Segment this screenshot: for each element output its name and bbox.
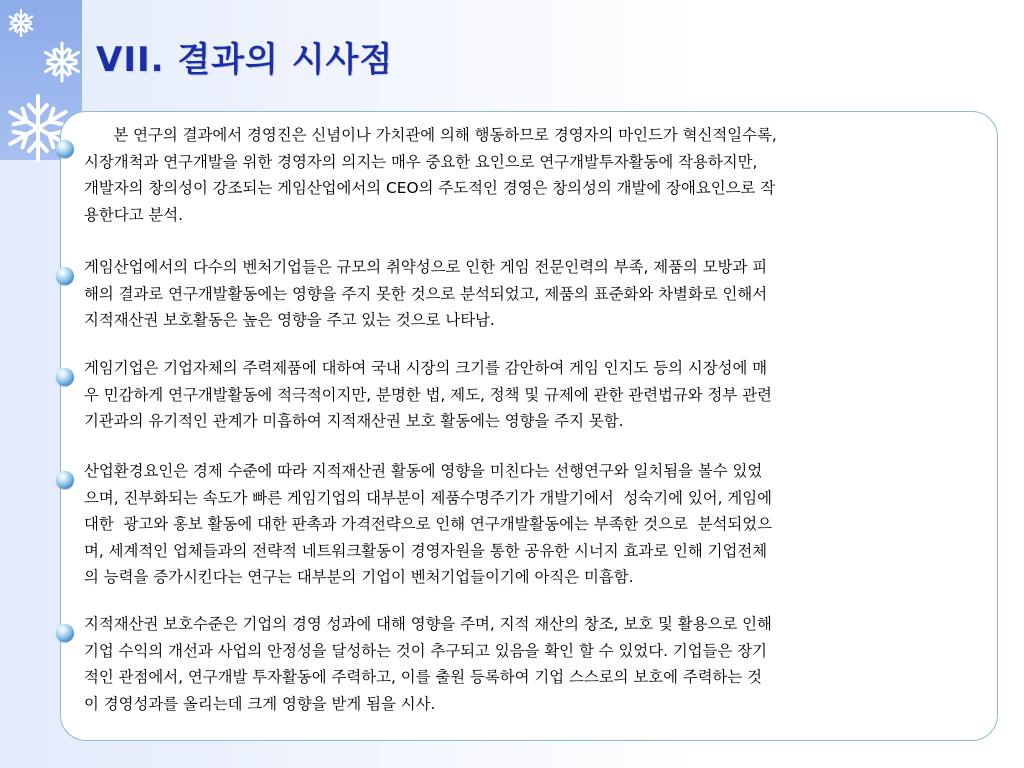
paragraph <box>84 611 994 717</box>
text-line: 으며, 진부화되는 속도가 빠른 게임기업의 대부분이 제품수명주기가 개발기에서 성숙기에 있어, 게임에 <box>84 488 773 507</box>
text-line: 며, 세계적인 업체들과의 전략적 네트워크활동이 경영자원을 통한 공유한 시너지 효과로 인해 기업전체 <box>84 541 768 560</box>
text-line: 기업 수익의 개선과 사업의 안정성을 달성하는 것이 추구되고 있음을 확인 할 수 있었다. 기업들은 장기 <box>84 641 767 660</box>
text-line: 이 경영성과를 올리는데 크게 영향을 받게 됨을 시사. <box>84 694 436 713</box>
text-line: 대한 광고와 홍보 활동에 대한 판촉과 가격전략으로 인해 연구개발활동에는 부족한 것으로 분석되었으 <box>84 515 773 533</box>
snowflake-icon <box>6 8 36 38</box>
text-line: 의 능력을 증가시킨다는 연구는 대부분의 기업이 벤처기업들이기에 아직은 미흡함. <box>84 568 634 586</box>
paragraph <box>84 254 994 334</box>
snowflake-icon <box>40 40 84 84</box>
text-line: 산업환경요인은 경제 수준에 따라 지적재산권 활동에 영향을 미친다는 선행연구와 일치됨을 볼수 있었 <box>84 462 763 480</box>
text-line: 해의 결과로 연구개발활동에는 영향을 주지 못한 것으로 분석되었고, 제품의 표준화와 차별화로 인해서 <box>84 284 768 303</box>
text-line: 게임산업에서의 다수의 벤처기업들은 규모의 취약성으로 인한 게임 전문인력의 부족, 제품의 모방과 피 <box>84 258 768 276</box>
bullet-orb-icon <box>56 368 74 386</box>
text-line: 우 민감하게 연구개발활동에 적극적이지만, 분명한 법, 제도, 정책 및 규제에 관한 관련법규와 정부 관련 <box>84 385 772 404</box>
text-line: 적인 관점에서, 연구개발 투자활동에 주력하고, 이를 출원 등록하여 기업 스스로의 보호에 주력하는 것 <box>84 668 763 686</box>
text-line: 기관과의 유기적인 관계가 미흡하여 지적재산권 보호 활동에는 영향을 주지 못함. <box>84 412 624 430</box>
text-line: 용한다고 분석. <box>84 205 183 224</box>
text-line: 지적재산권 보호활동은 높은 영향을 주고 있는 것으로 나타남. <box>84 311 495 329</box>
text-line: 게임기업은 기업자체의 주력제품에 대하여 국내 시장의 크기를 감안하여 게임 인지도 등의 시장성에 매 <box>84 359 768 377</box>
paragraph <box>84 122 994 228</box>
paragraph <box>84 458 994 591</box>
bullet-orb-icon <box>56 471 74 489</box>
bullet-orb-icon <box>56 267 74 285</box>
text-line: 시장개척과 연구개발을 위한 경영자의 의지는 매우 중요한 요인으로 연구개발투자활동에 작용하지만, <box>84 152 758 171</box>
text-line: 본 연구의 결과에서 경영진은 신념이나 가치관에 의해 행동하므로 경영자의 마인드가 혁신적일수록, <box>84 126 777 144</box>
text-line: 지적재산권 보호수준은 기업의 경영 성과에 대해 영향을 주며, 지적 재산의 창조, 보호 및 활용으로 인해 <box>84 615 772 633</box>
bullet-orb-icon <box>56 624 74 642</box>
bullet-orb-icon <box>56 140 74 158</box>
paragraph <box>84 355 994 435</box>
page-title: VII. 결과의 시사점 <box>96 40 394 80</box>
text-line: 개발자의 창의성이 강조되는 게임산업에서의 CEO의 주도적인 경영은 창의성의 개발에 장애요인으로 작 <box>84 179 776 197</box>
